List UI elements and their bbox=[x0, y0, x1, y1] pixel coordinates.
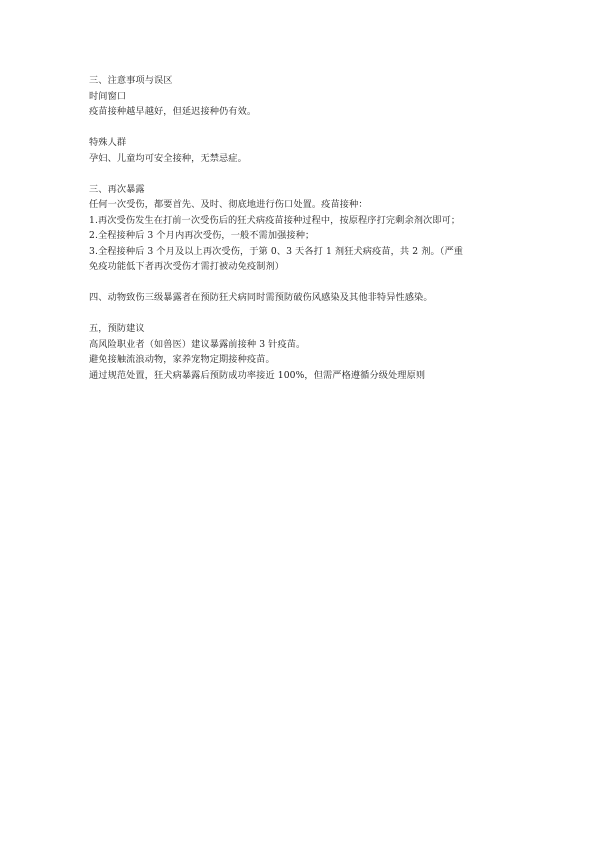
paragraph-high-risk: 高风险职业者（如兽医）建议暴露前接种 3 针疫苗。 bbox=[89, 338, 306, 350]
list-item-2: 2.全程接种后 3 个月内再次受伤，一般不需加强接种； bbox=[89, 230, 315, 241]
spacer bbox=[89, 166, 519, 182]
paragraph-avoid-animals: 避免接触流浪动物，家养宠物定期接种疫苗。 bbox=[89, 354, 275, 365]
document-body bbox=[89, 73, 519, 383]
paragraph-wound-care: 任何一次受伤，都要首先、及时、彻底地进行伤口处置。疫苗接种： bbox=[89, 199, 368, 210]
section-heading-precautions: 三、注意事项与误区 bbox=[89, 75, 173, 86]
spacer bbox=[89, 120, 519, 136]
list-item-1: 1.再次受伤发生在打前一次受伤后的狂犬病疫苗接种过程中，按原程序打完剩余剂次即可； bbox=[89, 214, 461, 226]
list-item-3: 3.全程接种后 3 个月及以上再次受伤，于第 0、3 天各打 1 剂狂犬病疫苗，共 2 剂。（严重 bbox=[89, 245, 464, 257]
spacer bbox=[89, 275, 519, 291]
spacer bbox=[89, 306, 519, 322]
paragraph-special-groups: 孕妇、儿童均可安全接种，无禁忌症。 bbox=[89, 152, 247, 164]
paragraph-time-window: 疫苗接种越早越好，但延迟接种仍有效。 bbox=[89, 106, 257, 117]
section-heading-recommendations: 五，预防建议 bbox=[89, 323, 145, 334]
paragraph-success-rate: 通过规范处置，狂犬病暴露后预防成功率接近 100%，但需严格遵循分级处理原则 bbox=[89, 369, 426, 381]
section-heading-re-exposure: 三、再次暴露 bbox=[89, 183, 145, 195]
subheading-time-window: 时间窗口 bbox=[89, 90, 127, 102]
list-item-3-continued: 免疫功能低下者再次受伤才需打被动免疫制剂） bbox=[89, 261, 285, 272]
subheading-special-groups: 特殊人群 bbox=[89, 137, 127, 148]
section-heading-tetanus: 四、动物致伤三级暴露者在预防狂犬病同时需预防破伤风感染及其他非特异性感染。 bbox=[89, 292, 433, 303]
